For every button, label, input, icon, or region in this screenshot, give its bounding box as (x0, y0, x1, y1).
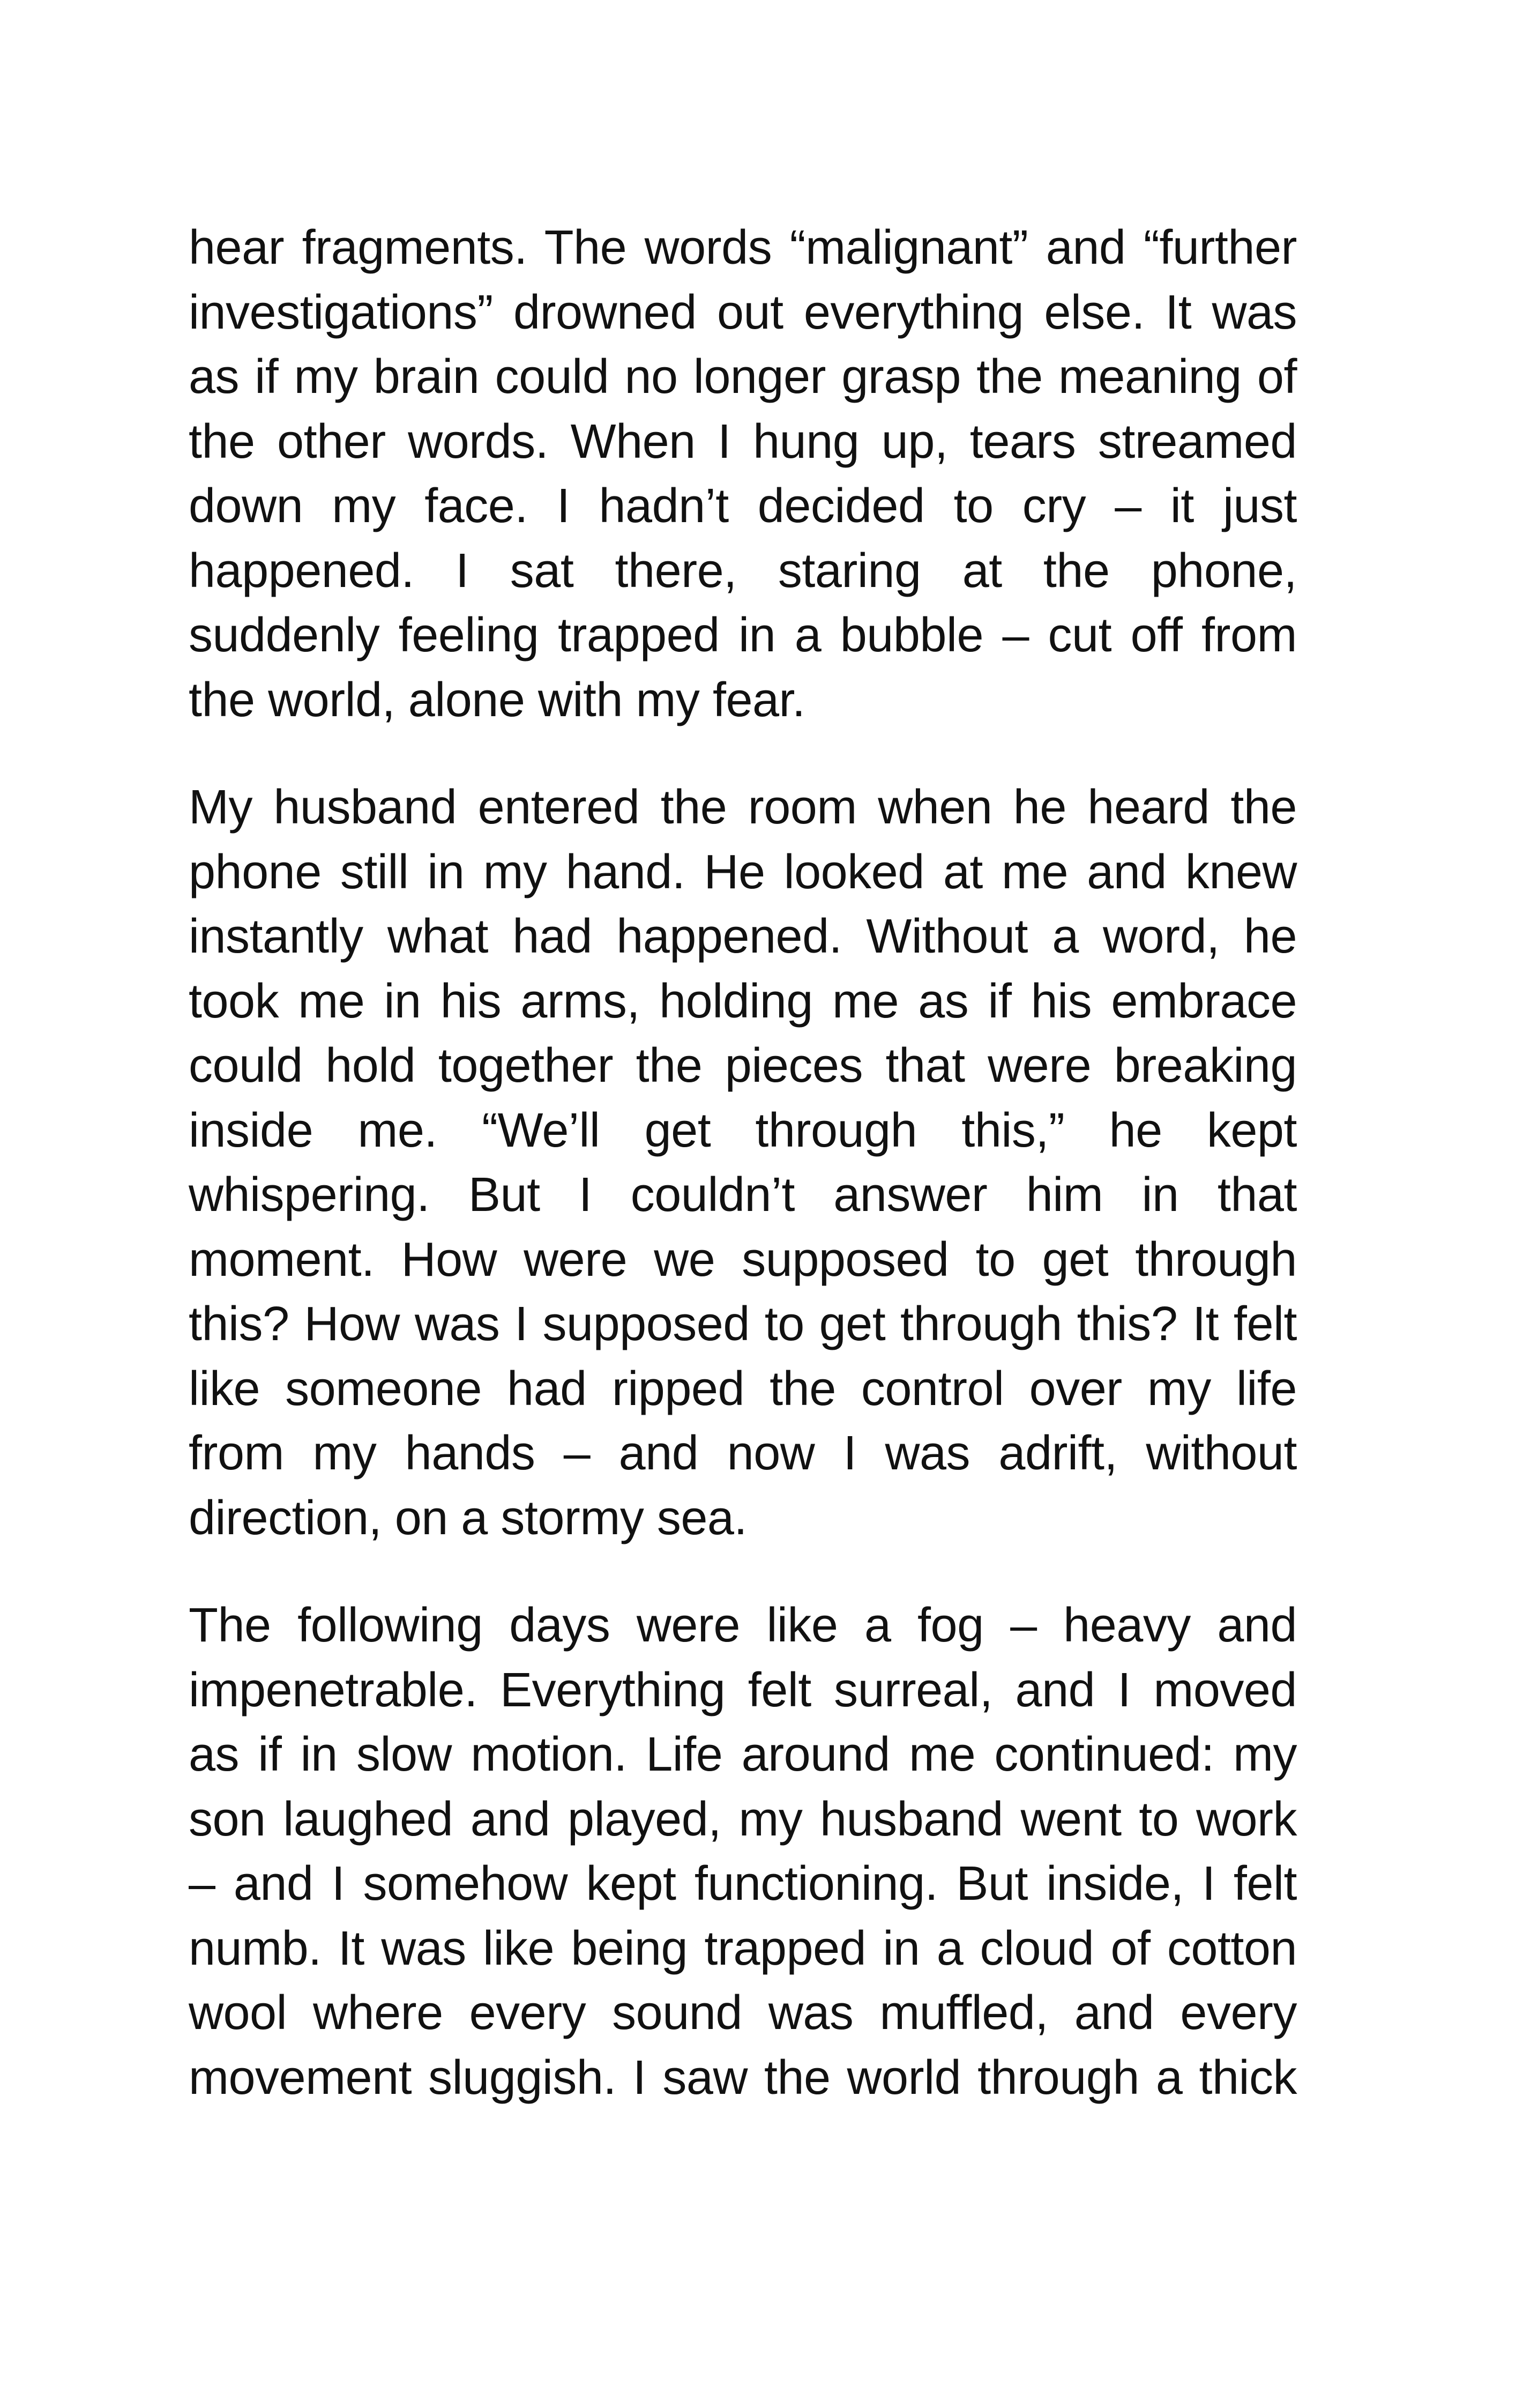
paragraph-3: The following days were like a fog – heavy and impenetrable. Everything felt surreal, and I moved as if in slow motion. Life around me continued: my son laughed and played, my husband went to work – and I somehow kept functioning. But inside, I felt numb. It was like being trapped in a cloud of cotton wool where every sound was muffled, and every movement sluggish. I saw the world through a thick (189, 1599, 1297, 2105)
body-text (189, 215, 1297, 2110)
paragraph-2: My husband entered the room when he heard the phone still in my hand. He looked at me and knew instantly what had happened. Without a word, he took me in his arms, holding me as if his embrace could hold together the pieces that were breaking inside me. “We’ll get through this,” he kept whispering. But I couldn’t answer him in that moment. How were we supposed to get through this? How was I supposed to get through this? It felt like someone had ripped the control over my life from my hands – and now I was adrift, without direction, on a stormy sea. (189, 781, 1297, 1545)
paragraph-1: hear fragments. The words “malignant” and “further investigations” drowned out everything else. It was as if my brain could no longer grasp the meaning of the other words. When I hung up, tears streamed down my face. I hadn’t decided to cry – it just happened. I sat there, staring at the phone, suddenly feeling trapped in a bubble – cut off from the world, alone with my fear. (189, 221, 1297, 727)
